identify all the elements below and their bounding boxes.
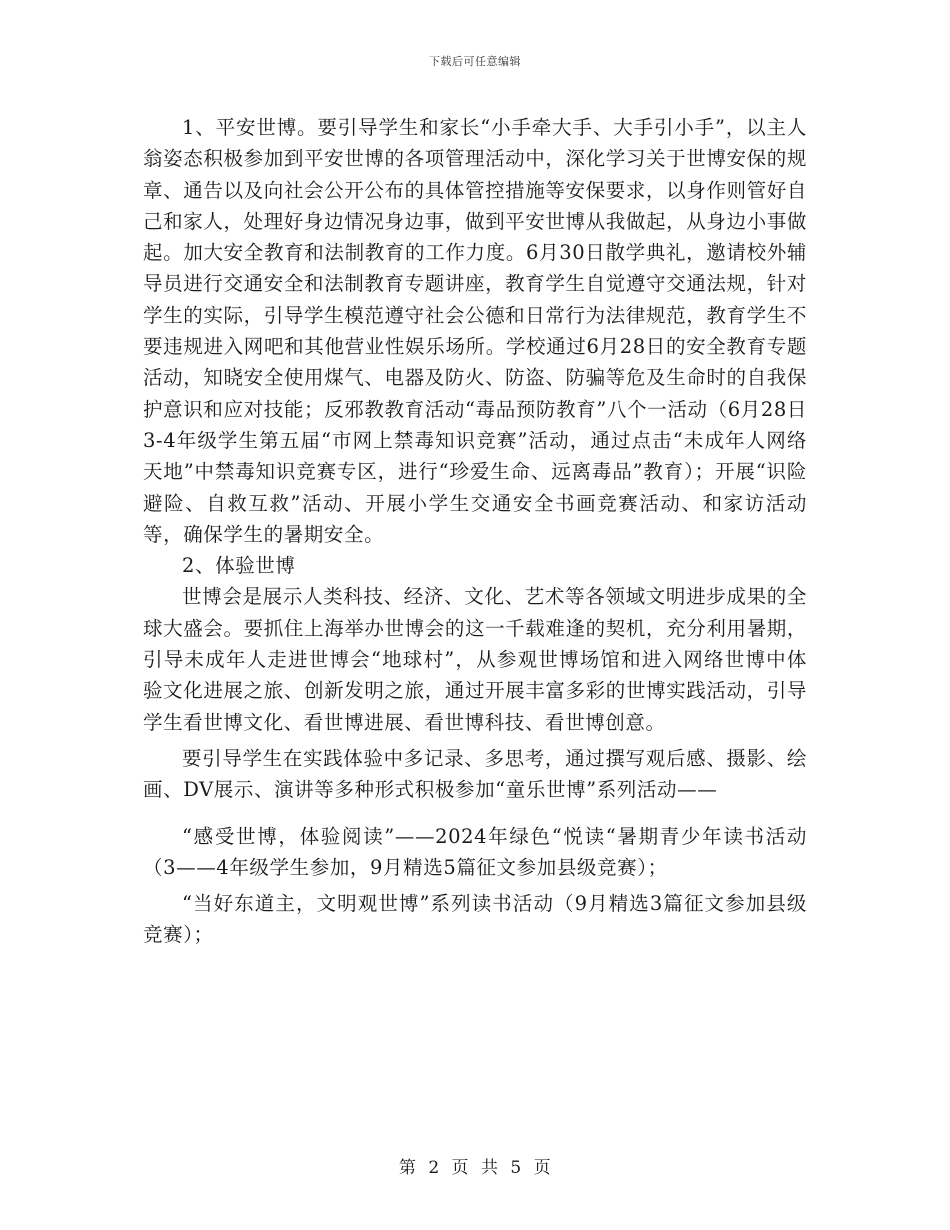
paragraph-reading-activity: “感受世博，体验阅读”——2024年绿色“悦读“暑期青少年读书活动（3——4年级学生参加，9月精选5篇征文参加县级竞赛）； [143, 824, 807, 879]
paragraph-safe-expo: 1、平安世博。要引导学生和家长“小手牵大手、大手引小手”，以主人翁姿态积极参加到平安世博的各项管理活动中，深化学习关于世博安保的规章、通告以及向社会公开公布的具体管控措施等安保要求，以身作则管好自己和家人，处理好身边情况身边事，做到平安世博从我做起，从身边小事做起。加大安全教育和法制教育的工作力度。6月30日散学典礼，邀请校外辅导员进行交通安全和法制教育专题讲座，教育学生自觉遵守交通法规，针对学生的实际，引导学生模范遵守社会公德和日常行为法律规范，教育学生不要违规进入网吧和其他营业性娱乐场所。学校通过6月28日的安全教育专题活动，知晓安全使用煤气、电器及防火、防盗、防骗等危及生命时的自我保护意识和应对技能；反邪教教育活动“毒品预防教育”八个一活动（6月28日3-4年级学生第五届“市网上禁毒知识竞赛”活动，通过点击“未成年人网络天地”中禁毒知识竞赛专区，进行“珍爱生命、远离毒品”教育）；开展“识险避险、自救互救”活动、开展小学生交通安全书画竞赛活动、和家访活动等，确保学生的暑期安全。 [143, 116, 807, 546]
paragraph-host-activity: “当好东道主，文明观世博”系列读书活动（9月精选3篇征文参加县级竞赛）； [143, 892, 807, 947]
paragraph-expo-intro: 世博会是展示人类科技、经济、文化、艺术等各领域文明进步成果的全球大盛会。要抓住上海举办世博会的这一千载难逢的契机，充分利用暑期，引导未成年人走进世博会“地球村”，从参观世博场馆和进入网络世博中体验文化进展之旅、创新发明之旅，通过开展丰富多彩的世博实践活动，引导学生看世博文化、看世博进展、看世博科技、看世博创意。 [143, 585, 807, 734]
paragraph-guide-students: 要引导学生在实践体验中多记录、多思考，通过撰写观后感、摄影、绘画、DV展示、演讲等多种形式积极参加“童乐世博”系列活动—— [143, 746, 807, 802]
page-header: 下载后可任意编辑 [429, 55, 521, 68]
document-body [143, 112, 807, 951]
page-footer: 第 2 页 共 5 页 [398, 1158, 552, 1178]
paragraph-experience-expo-heading: 2、体验世博 [182, 554, 296, 578]
